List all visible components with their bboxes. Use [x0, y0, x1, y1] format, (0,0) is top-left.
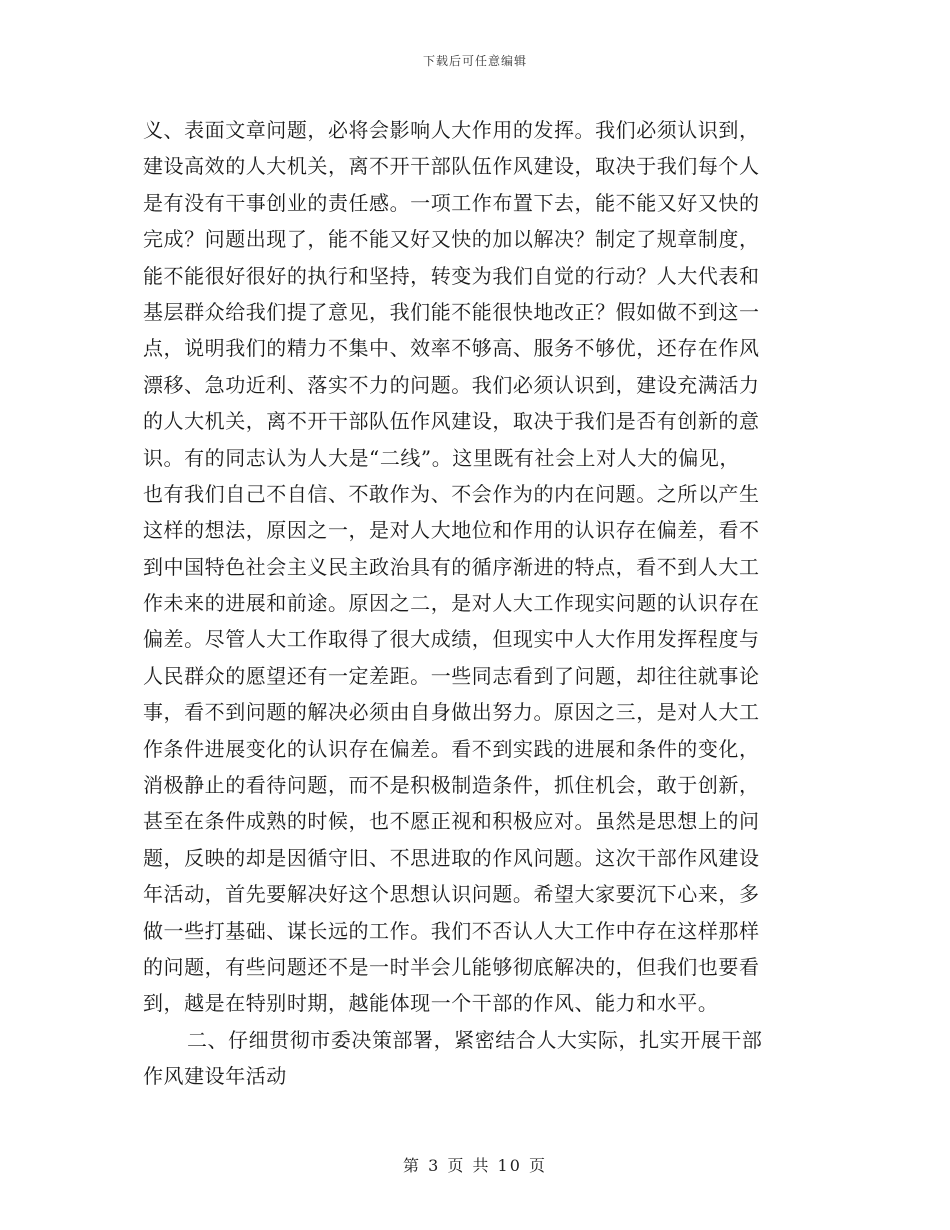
document-body	[143, 112, 803, 1095]
body-line: 年活动，首先要解决好这个思想认识问题。希望大家要沉下心来，多	[143, 882, 760, 907]
body-line: 事，看不到问题的解决必须由自身做出努力。原因之三，是对人大工	[143, 700, 760, 725]
body-line: 义、表面文章问题，必将会影响人大作用的发挥。我们必须认识到，	[143, 118, 760, 142]
section-heading: 二、仔细贯彻市委决策部署，紧密结合人大实际，扎实开展干部	[187, 1027, 763, 1052]
body-line: 题，反映的却是因循守旧、不思进取的作风问题。这次干部作风建设	[143, 845, 760, 870]
body-line: 漂移、急功近利、落实不力的问题。我们必须认识到，建设充满活力	[143, 372, 760, 397]
section-heading-continued: 作风建设年活动	[143, 1064, 287, 1089]
body-line: 基层群众给我们提了意见，我们能不能很快地改正？假如做不到这一	[143, 299, 760, 324]
body-line: 人民群众的愿望还有一定差距。一些同志看到了问题，却往往就事论	[143, 663, 760, 688]
body-line: 完成？问题出现了，能不能又好又快的加以解决？制定了规章制度，	[143, 227, 760, 252]
body-line: 识。有的同志认为人大是“二线”。这里既有社会上对人大的偏见，	[143, 445, 740, 470]
body-line: 也有我们自己不自信、不敢作为、不会作为的内在问题。之所以产生	[143, 481, 760, 506]
body-line: 这样的想法，原因之一，是对人大地位和作用的认识存在偏差，看不	[143, 518, 760, 543]
body-line: 做一些打基础、谋长远的工作。我们不否认人大工作中存在这样那样	[143, 918, 760, 943]
body-line: 点，说明我们的精力不集中、效率不够高、服务不够优，还存在作风	[143, 336, 760, 361]
body-line: 到中国特色社会主义民主政治具有的循序渐进的特点，看不到人大工	[143, 554, 760, 579]
page-number-footer: 第 3 页 共 10 页	[403, 1156, 547, 1175]
body-line: 偏差。尽管人大工作取得了很大成绩，但现实中人大作用发挥程度与	[143, 627, 760, 652]
body-line: 作未来的进展和前途。原因之二，是对人大工作现实问题的认识存在	[143, 591, 760, 616]
body-line: 的人大机关，离不开干部队伍作风建设，取决于我们是否有创新的意	[143, 409, 760, 434]
body-line: 的问题，有些问题还不是一时半会儿能够彻底解决的，但我们也要看	[143, 954, 760, 979]
body-line: 建设高效的人大机关，离不开干部队伍作风建设，取决于我们每个人	[143, 154, 760, 179]
body-line: 消极静止的看待问题，而不是积极制造条件，抓住机会，敢于创新，	[143, 773, 760, 798]
body-line: 甚至在条件成熟的时候，也不愿正视和积极应对。虽然是思想上的问	[143, 809, 760, 834]
body-line: 是有没有干事创业的责任感。一项工作布置下去，能不能又好又快的	[143, 190, 760, 215]
body-line: 能不能很好很好的执行和坚持，转变为我们自觉的行动？人大代表和	[143, 263, 760, 288]
page-header: 下载后可任意编辑	[422, 54, 527, 68]
body-line: 到，越是在特别时期，越能体现一个干部的作风、能力和水平。	[143, 991, 719, 1016]
body-line: 作条件进展变化的认识存在偏差。看不到实践的进展和条件的变化，	[143, 736, 760, 761]
